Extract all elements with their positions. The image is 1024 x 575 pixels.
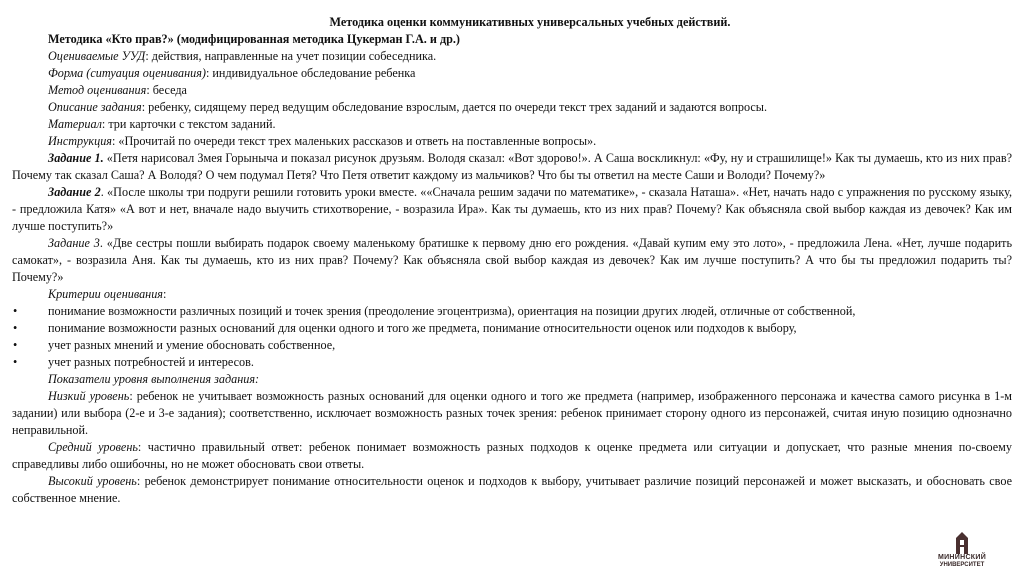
task-3 (12, 235, 1012, 286)
criterion-text: учет разных мнений и умение обосновать собственное, (48, 338, 336, 352)
field-form (12, 65, 1012, 82)
field-label: Оцениваемые УУД (48, 49, 146, 63)
page-title: Методика оценки коммуникативных универсальных учебных действий. (329, 15, 731, 29)
level-label: Средний уровень (48, 440, 138, 454)
field-method (12, 82, 1012, 99)
logo-text-line1: МИНИНСКИЙ (937, 554, 987, 561)
logo-text-line2: УНИВЕРСИТЕТ (939, 562, 985, 568)
criteria-heading-colon: : (162, 287, 167, 301)
criteria-heading-label: Критерии оценивания (48, 287, 163, 301)
document-page (12, 14, 1012, 507)
bullet-icon: • (13, 338, 18, 352)
university-tower-icon (953, 532, 971, 554)
list-item (12, 320, 1012, 337)
criterion-text: учет разных потребностей и интересов. (48, 355, 254, 369)
field-label: Описание задания (48, 100, 142, 114)
task-text: . «После школы три подруги решили готовить уроки вместе. ««Сначала решим задачи по математике», - сказала Наташа». «Нет, начать надо с упражнения по русскому языку, - предложила Катя» «А вот и нет, вначале надо выучить стихотворение, - возразила Ира». Как ты думаешь, кто из них прав? Почему? Как объясняла свой выбор каждая из девочек? Как им лучше поступить?» (12, 185, 1013, 233)
criteria-heading (12, 286, 1012, 303)
list-item (12, 303, 1012, 320)
criterion-text: понимание возможности различных позиций и точек зрения (преодоление эгоцентризма), ориентация на позиции других людей, отличные от собственной, (48, 304, 856, 318)
field-label: Материал (48, 117, 102, 131)
task-text: «Петя нарисовал Змея Горыныча и показал рисунок друзьям. Володя сказал: «Вот здорово!». А Саша воскликнул: «Фу, ну и страшилище!» Как ты думаешь, кто из них прав? Почему так сказал Саша? А Володя? О чем подумал Петя? Что Петя ответит каждому из мальчиков? Что бы ты ответил на месте Саши и Володи? Почему?» (12, 151, 1012, 182)
method-title: Методика «Кто прав?» (модифицированная методика Цукерман Г.А. и др.) (48, 32, 460, 46)
task-label: Задание 1. (48, 151, 104, 165)
bullet-icon: • (13, 304, 18, 318)
level-text: : ребенок демонстрирует понимание относительности оценок и подходов к выбору, учитывает различие позиций персонажей и может высказать, и обосновать свое собственное мнение. (12, 474, 1012, 505)
levels-heading: Показатели уровня выполнения задания: (48, 372, 260, 386)
level-label: Низкий уровень (48, 389, 130, 403)
field-text: : действия, направленные на учет позиции собеседника. (145, 49, 437, 63)
field-assessed-uud (12, 48, 1012, 65)
level-text: : частично правильный ответ: ребенок понимает возможность разных подходов к оценке предмета или ситуации и допускает, что разные мнения по-своему справедливы либо ошибочны, но не может обосновать свои ответы. (12, 440, 1012, 471)
task-label: Задание 2 (48, 185, 101, 199)
level-text: : ребенок не учитывает возможность разных оснований для оценки одного и того же предмета (например, изображенного персонажа и качества самого рисунка в 1-м задании) или выбора (2-е и 3-е задания); соответственно, исключает возможность разных точек зрения: ребенок принимает сторону одного из персонажей, считая иную позицию однозначно неправильной. (12, 389, 1012, 437)
bullet-icon: • (13, 355, 18, 369)
level-low (12, 388, 1012, 439)
field-label: Инструкция (48, 134, 112, 148)
list-item (12, 337, 1012, 354)
criterion-text: понимание возможности разных оснований для оценки одного и того же предмета, понимание относительности оценок или подходов к выбору, (48, 321, 797, 335)
task-2 (12, 184, 1012, 235)
field-label: Метод оценивания (48, 83, 147, 97)
field-instruction (12, 133, 1012, 150)
level-medium (12, 439, 1012, 473)
field-description (12, 99, 1012, 116)
field-text: : ребенку, сидящему перед ведущим обследование взрослым, дается по очереди текст трех заданий и задаются вопросы. (141, 100, 767, 114)
bullet-icon: • (13, 321, 18, 335)
criteria-list (12, 303, 1012, 371)
field-text: : беседа (146, 83, 187, 97)
level-label: Высокий уровень (48, 474, 137, 488)
field-text: : индивидуальное обследование ребенка (205, 66, 416, 80)
task-text: . «Две сестры пошли выбирать подарок своему маленькому братишке к первому дню его рождения. «Давай купим ему это лото», - предложила Лена. «Нет, лучше подарить самокат», - возразила Аня. Как ты думаешь, кто из них прав? Почему? Как объясняла свой выбор каждая из девочек? Как им лучше поступить? А что бы ты предложил подарить ты? Почему?» (12, 236, 1013, 284)
list-item (12, 354, 1012, 371)
field-label: Форма (ситуация оценивания) (48, 66, 206, 80)
task-1 (12, 150, 1012, 184)
field-material (12, 116, 1012, 133)
field-text: : три карточки с текстом заданий. (101, 117, 276, 131)
level-high (12, 473, 1012, 507)
task-label: Задание 3 (48, 236, 100, 250)
field-text: : «Прочитай по очереди текст трех маленьких рассказов и ответь на поставленные вопросы». (111, 134, 597, 148)
university-logo (922, 532, 1002, 569)
